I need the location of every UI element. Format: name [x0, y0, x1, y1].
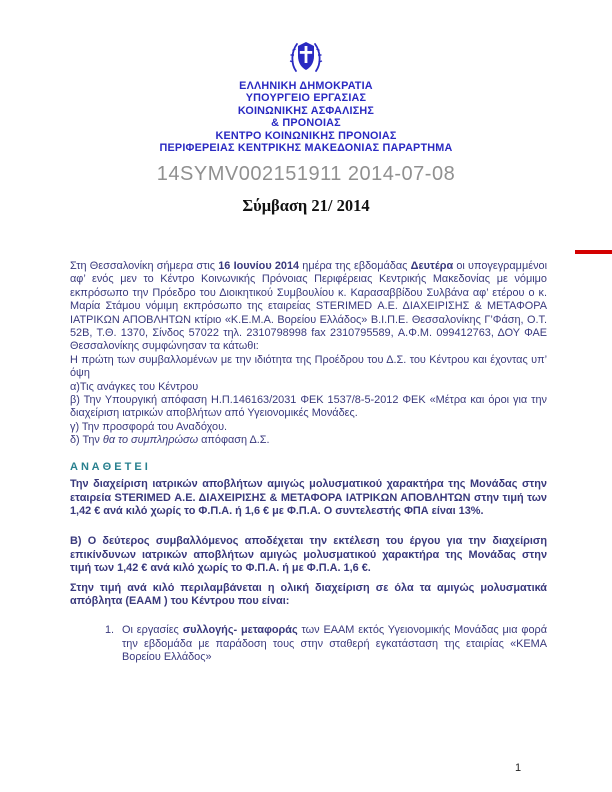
- services-list: [105, 624, 547, 664]
- greek-emblem-logo: [287, 38, 325, 76]
- letterhead-line-welfare: & ΠΡΟΝΟΙΑΣ: [271, 117, 341, 130]
- page-number: 1: [515, 762, 522, 774]
- contract-title: Σύμβαση 21/ 2014: [242, 196, 370, 215]
- consideration-item-b: β) Την Υπουργική απόφαση Η.Π.146163/2031 ΦΕΚ 1537/8-5-2012 ΦΕΚ «Μέτρα και όροι για την διαχείριση ιατρικών αποβλήτων από Υγειονομικές Μονάδες.: [70, 394, 547, 420]
- letterhead-line-welfare-center: ΚΕΝΤΡΟ ΚΟΙΝΩΝΙΚΗΣ ΠΡΟΝΟΙΑΣ: [215, 129, 397, 142]
- list-item-text: Οι εργασίες συλλογής- μεταφοράς των ΕΑΑΜ εκτός Υγειονομικής Μονάδας μια φορά την εβδομάδα με παράδοση τους στην σταθερή εγκατάσταση της εταιρίας «ΚΕΜΑ Βορείου Ελλάδος»: [122, 624, 547, 664]
- first-party-paragraph: Η πρώτη των συμβαλλομένων με την ιδιότητα της Προέδρου του Δ.Σ. του Κέντρου και έχοντας υπ’ όψη: [70, 353, 547, 380]
- consideration-item-d: δ) Την θα το συμπληρώσω απόφαση Δ.Σ.: [70, 434, 270, 447]
- letterhead-line-region-branch: ΠΕΡΙΦΕΡΕΙΑΣ ΚΕΝΤΡΙΚΗΣ ΜΑΚΕΔΟΝΙΑΣ ΠΑΡΑΡΤΗΜΑ: [159, 142, 453, 155]
- emblem-graphic: [287, 38, 325, 76]
- price-scope-paragraph: Στην τιμή ανά κιλό περιλαμβάνεται η ολική διαχείριση σε όλα τα αμιγώς μολυσματικά απόβλητα (ΕΑΑΜ ) του Κέντρου που είναι:: [70, 581, 547, 607]
- consideration-item-c: γ) Την προσφορά του Αναδόχου.: [70, 420, 228, 433]
- letterhead: [0, 80, 612, 154]
- contract-body: [70, 260, 547, 665]
- second-party-acceptance-paragraph: Β) Ο δεύτερος συμβαλλόμενος αποδέχεται την εκτέλεση του έργου για την διαχείριση επικίνδυνων ιατρικών αποβλήτων αμιγώς μολυσματικού χαρακτήρα της Μονάδας στην τιμή των 1,42 € ανά κιλό χωρίς το Φ.Π.Α. ή με Φ.Π.Α. 1,6 €.: [70, 535, 547, 575]
- registry-stamp-number: 14SYMV002151911 2014-07-08: [156, 163, 456, 185]
- red-margin-line: [575, 250, 612, 254]
- list-item-number: 1.: [105, 624, 115, 637]
- list-item-1: [105, 624, 547, 664]
- intro-paragraph: Στη Θεσσαλονίκη σήμερα στις 16 Ιουνίου 2014 ημέρα της εβδομάδας Δευτέρα οι υπογεγραμμένοι αφ’ ενός μεν το Κέντρο Κοινωνικής Πρόνοιας Περιφέρειας Κεντρικής Μακεδονίας με νόμιμο εκπρόσωπο την Πρόεδρο του Διοικητικού Συμβουλίου κ. Καρασαββίδου Συλβάνα αφ’ ετέρου ο κ. Μαρία Στάμου νόμιμη εκπρόσωπο της εταιρείας STERIMED Α.Ε. ΔΙΑΧΕΙΡΙΣΗΣ & ΜΕΤΑΦΟΡΑ ΙΑΤΡΙΚΩΝ ΑΠΟΒΛΗΤΩΝ κτίριο «Κ.Ε.Μ.Α. Βορείου Ελλάδος» Β.Ι.Π.Ε. Θεσσαλονίκης Γ’Φάση, Ο.Τ. 52Β, Τ.Θ. 1370, Σίνδος 57022 τηλ. 2310798998 fax 2310795589, Α.Φ.Μ. 099412763, ΔΟΥ ΦΑΕ Θεσσαλονίκης συμφώνησαν τα κάτωθι:: [70, 260, 547, 353]
- letterhead-line-ministry: ΥΠΟΥΡΓΕΙΟ ΕΡΓΑΣΙΑΣ: [245, 92, 367, 105]
- letterhead-line-republic: ΕΛΛΗΝΙΚΗ ΔΗΜΟΚΡΑΤΙΑ: [239, 80, 373, 92]
- letterhead-line-social-security: ΚΟΙΝΩΝΙΚΗΣ ΑΣΦΑΛΙΣΗΣ: [237, 104, 375, 117]
- award-paragraph: Την διαχείριση ιατρικών αποβλήτων αμιγώς μολυσματικού χαρακτήρα της Μονάδας στην εταιρεία STERIMED Α.Ε. ΔΙΑΧΕΙΡΙΣΗΣ & ΜΕΤΑΦΟΡΑ ΙΑΤΡΙΚΩΝ ΑΠΟΒΛΗΤΩΝ στην τιμή των 1,42 € ανά κιλό χωρίς το Φ.Π.Α. ή 1,6 € με Φ.Π.Α. Ο συντελεστής ΦΠΑ είναι 13%.: [70, 478, 547, 517]
- consideration-item-a: α)Τις ανάγκες του Κέντρου: [70, 380, 199, 393]
- award-heading: Α Ν Α Θ Ε Τ Ε Ι: [70, 460, 148, 473]
